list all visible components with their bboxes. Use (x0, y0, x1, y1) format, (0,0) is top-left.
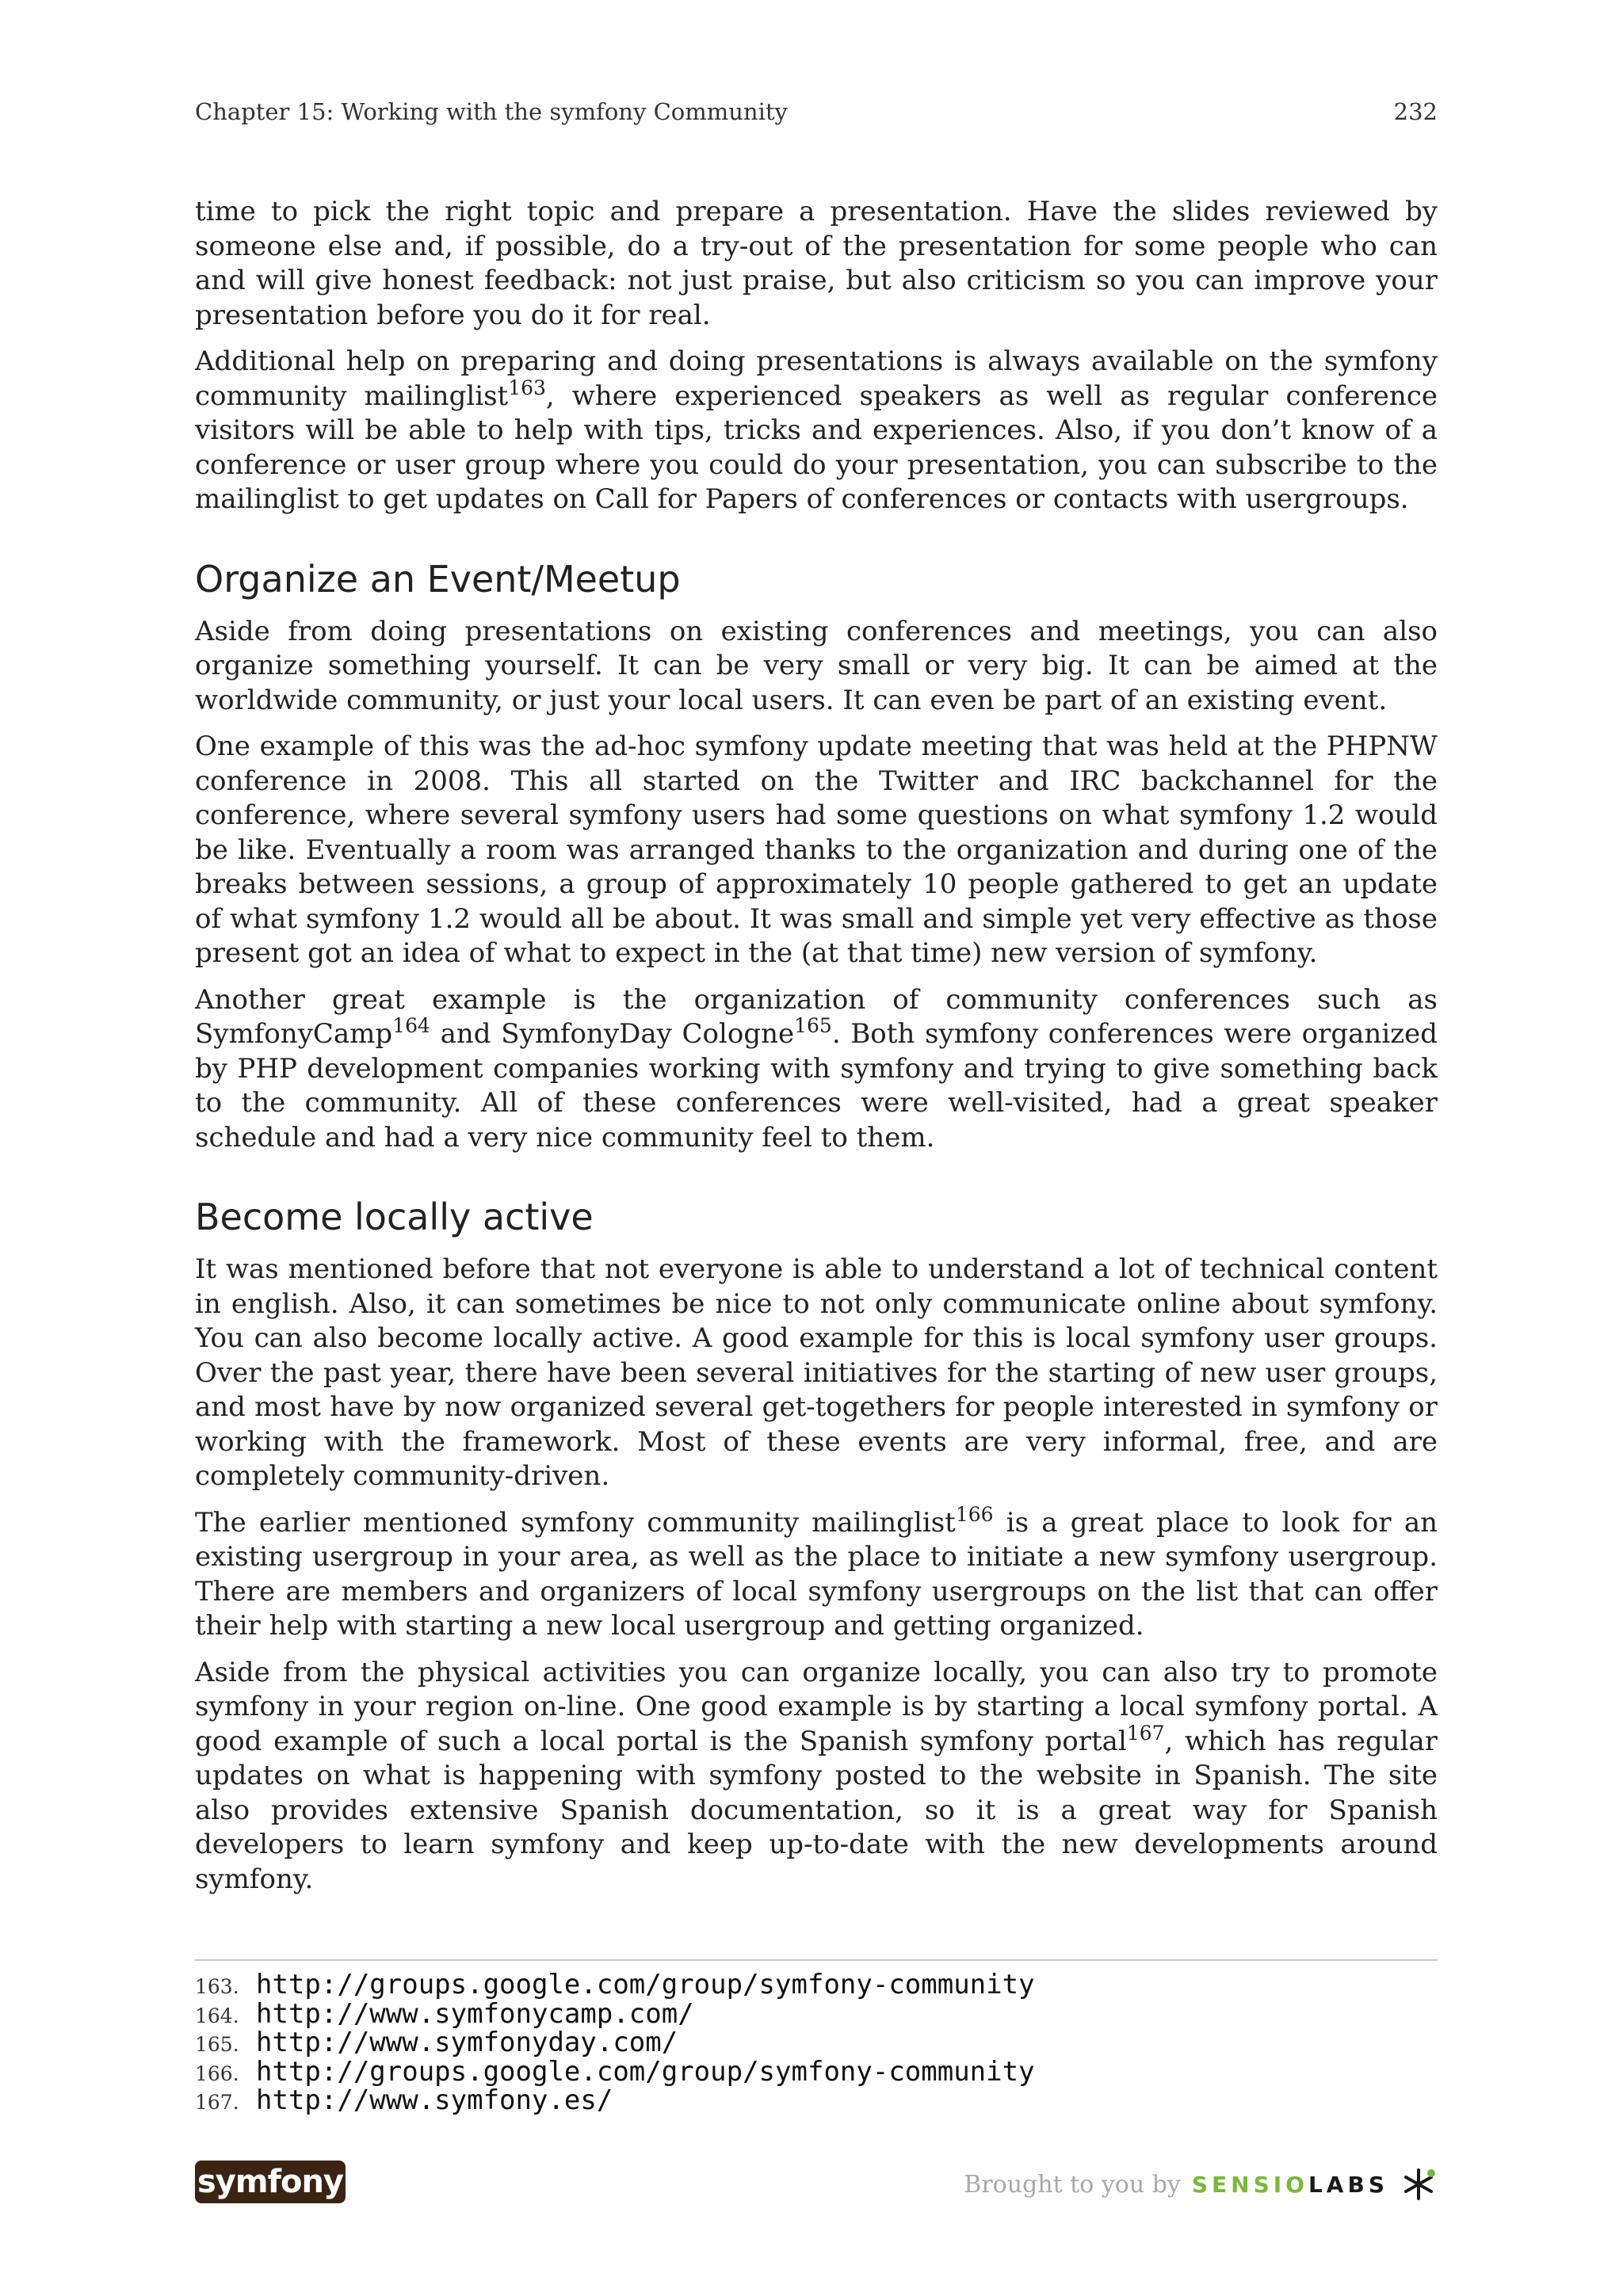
text: Another great example is the organization of community conferences such as SymfonyCamp (195, 983, 1438, 1050)
footnote (195, 1997, 1438, 2030)
text: . Both symfony conferences were organized by PHP development companies working with symfony and trying to give something back to the community. All of these conferences were well-visited, had a great speaker schedule and had a very nice community feel to them. (195, 1018, 1438, 1154)
footnote (195, 1969, 1438, 1998)
text: The earlier mentioned symfony community mailinglist (195, 1506, 956, 1539)
paragraph (195, 345, 1438, 517)
footnote-ref[interactable]: 164 (392, 1014, 430, 1037)
footnote (195, 2027, 1438, 2056)
footnote-ref[interactable]: 167 (1126, 1721, 1165, 1745)
page-header (195, 98, 1438, 125)
footnote-number: 163. (195, 1975, 239, 1998)
symfony-logo (195, 2161, 346, 2203)
paragraph: It was mentioned before that not everyone is able to understand a lot of technical content in english. Also, it can sometimes be nice to not only communicate online about symfony. You can also become locally active. A good example for this is local symfony user groups. Over the past year, there have been several initiatives for the starting of new user groups, and most have by now organized several get-togethers for people interested in symfony or working with the framework. Most of these events are very informal, free, and are completely community-driven. (195, 1253, 1438, 1492)
footnotes (195, 1959, 1438, 2114)
section-heading-local: Become locally active (195, 1196, 594, 1238)
paragraph: Aside from doing presentations on existing conferences and meetings, you can also organize something yourself. It can be very small or very big. It can be aimed at the worldwide community, or just your local users. It can even be part of an existing event. (195, 615, 1438, 716)
footnote (195, 2055, 1438, 2088)
footnote-number: 167. (195, 2091, 239, 2114)
sensio-text: SENSIO (1191, 2171, 1308, 2198)
page-content (195, 195, 1438, 1909)
text: Additional help on preparing and doing presentations is always available on the symfony community mailinglist (195, 345, 1438, 412)
paragraph (195, 1656, 1438, 1897)
footnote-link[interactable]: http://www.symfonyday.com/ (256, 2027, 678, 2058)
text: is a great place to look for an existing usergroup in your area, as well as the place to initiate a new symfony usergroup. There are members and organizers of local symfony usergroups on the list that can offer their help with starting a new local usergroup and getting organized. (195, 1506, 1438, 1642)
footnote-link[interactable]: http://groups.google.com/group/symfony-community (256, 1969, 1035, 2000)
paragraph (195, 983, 1438, 1156)
sensiolabs-star-icon (1400, 2165, 1438, 2203)
text: , where experienced speakers as well as regular conference visitors will be able to help with tips, tricks and experiences. Also, if you don’t know of a conference or user group where you could do your presentation, you can subscribe to the mailinglist to get updates on Call for Papers of conferences or contacts with usergroups. (195, 379, 1438, 515)
text: , which has regular updates on what is happening with symfony posted to the website in Spanish. The site also provides extensive Spanish documentation, so it is a great way for Spanish developers to learn symfony and keep up-to-date with the new developments around symfony. (195, 1725, 1438, 1895)
brought-by-text: Brought to you by (964, 2170, 1181, 2199)
footnote-number: 166. (195, 2061, 239, 2085)
footnote-link[interactable]: http://www.symfonycamp.com/ (256, 1997, 694, 2030)
footnote-link[interactable]: http://groups.google.com/group/symfony-community (256, 2055, 1035, 2088)
page-number: 232 (1393, 98, 1438, 125)
labs-text: LABS (1308, 2171, 1388, 2198)
text: and SymfonyDay Cologne (430, 1018, 795, 1050)
symfony-logo-text: symfony (197, 2164, 343, 2200)
footnote-ref[interactable]: 165 (794, 1014, 832, 1037)
paragraph: One example of this was the ad-hoc symfony update meeting that was held at the PHPNW conference in 2008. This all started on the Twitter and IRC backchannel for the conference, where several symfony users had some questions on what symfony 1.2 would be like. Eventually a room was arranged thanks to the organization and during one of the breaks between sessions, a group of approximately 10 people gathered to get an update of what symfony 1.2 would all be about. It was small and simple yet very effective as those present got an idea of what to expect in the (at that time) new version of symfony. (195, 730, 1438, 969)
footnote (195, 2084, 1438, 2114)
footnote-link[interactable]: http://www.symfony.es/ (256, 2084, 613, 2116)
paragraph (195, 1502, 1438, 1644)
footnote-ref[interactable]: 166 (955, 1502, 994, 1526)
footnote-ref[interactable]: 163 (508, 376, 546, 399)
paragraph: time to pick the right topic and prepare a presentation. Have the slides reviewed by someone else and, if possible, do a try-out of the presentation for some people who can and will give honest feedback: not just praise, but also criticism so you can improve your presentation before you do it for real. (195, 196, 1438, 331)
brought-by-sensiolabs (964, 2161, 1438, 2208)
section-heading-organize: Organize an Event/Meetup (195, 557, 681, 601)
chapter-title: Chapter 15: Working with the symfony Community (195, 98, 788, 125)
footnote-number: 165. (195, 2033, 239, 2056)
footnote-number: 164. (195, 2004, 239, 2027)
text: Aside from the physical activities you can organize locally, you can also try to promote symfony in your region on-line. One good example is by starting a local symfony portal. A good example of such a local portal is the Spanish symfony portal (195, 1656, 1438, 1757)
